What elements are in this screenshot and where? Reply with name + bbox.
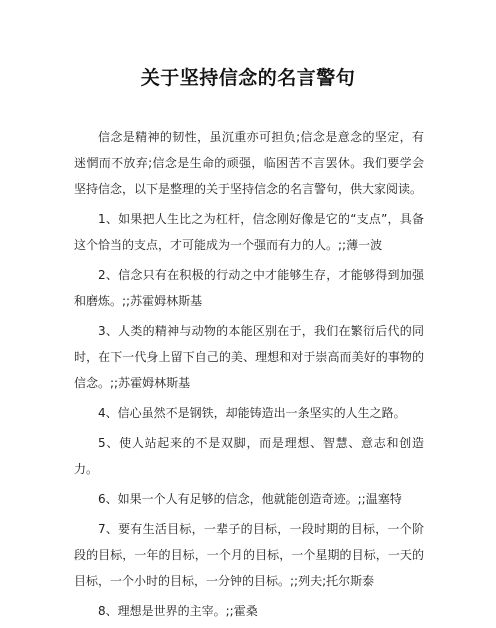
intro-paragraph: 信念是精神的韧性，虽沉重亦可担负;信念是意念的坚定，有迷惘而不放弃;信念是生命的顽强，临困苦不言罢休。我们要学会坚持信念，以下是整理的关于坚持信念的名言警句，供大家阅读。 (74, 130, 424, 196)
quote-paragraph-8: 8、理想是世界的主宰。;;霍桑 (98, 604, 258, 618)
quote-paragraph-2: 2、信念只有在积极的行动之中才能够生存，才能够得到加强和磨炼。;;苏霍姆林斯基 (74, 268, 424, 308)
quote-paragraph-7: 7、要有生活目标，一辈子的目标，一段时期的目标，一个阶段的目标，一年的目标，一个月的目标，一个星期的目标，一天的目标，一个小时的目标，一分钟的目标。;;列夫;托尔斯泰 (74, 522, 424, 588)
quote-paragraph-1: 1、如果把人生比之为杠杆，信念刚好像是它的“支点”，具备这个恰当的支点，才可能成为一个强而有力的人。;;薄一波 (74, 212, 424, 252)
quote-paragraph-6: 6、如果一个人有足够的信念，他就能创造奇迹。;;温塞特 (98, 492, 402, 506)
quote-paragraph-5: 5、使人站起来的不是双脚，而是理想、智慧、意志和创造力。 (74, 436, 424, 476)
document-body (74, 124, 424, 628)
quote-paragraph-4: 4、信心虽然不是钢铁，却能铸造出一条坚实的人生之路。 (98, 406, 406, 420)
document-title: 关于坚持信念的名言警句 (140, 67, 356, 89)
quote-paragraph-3: 3、人类的精神与动物的本能区别在于，我们在繁衍后代的同时，在下一代身上留下自己的美、理想和对于崇高而美好的事物的信念。;;苏霍姆林斯基 (74, 324, 424, 390)
